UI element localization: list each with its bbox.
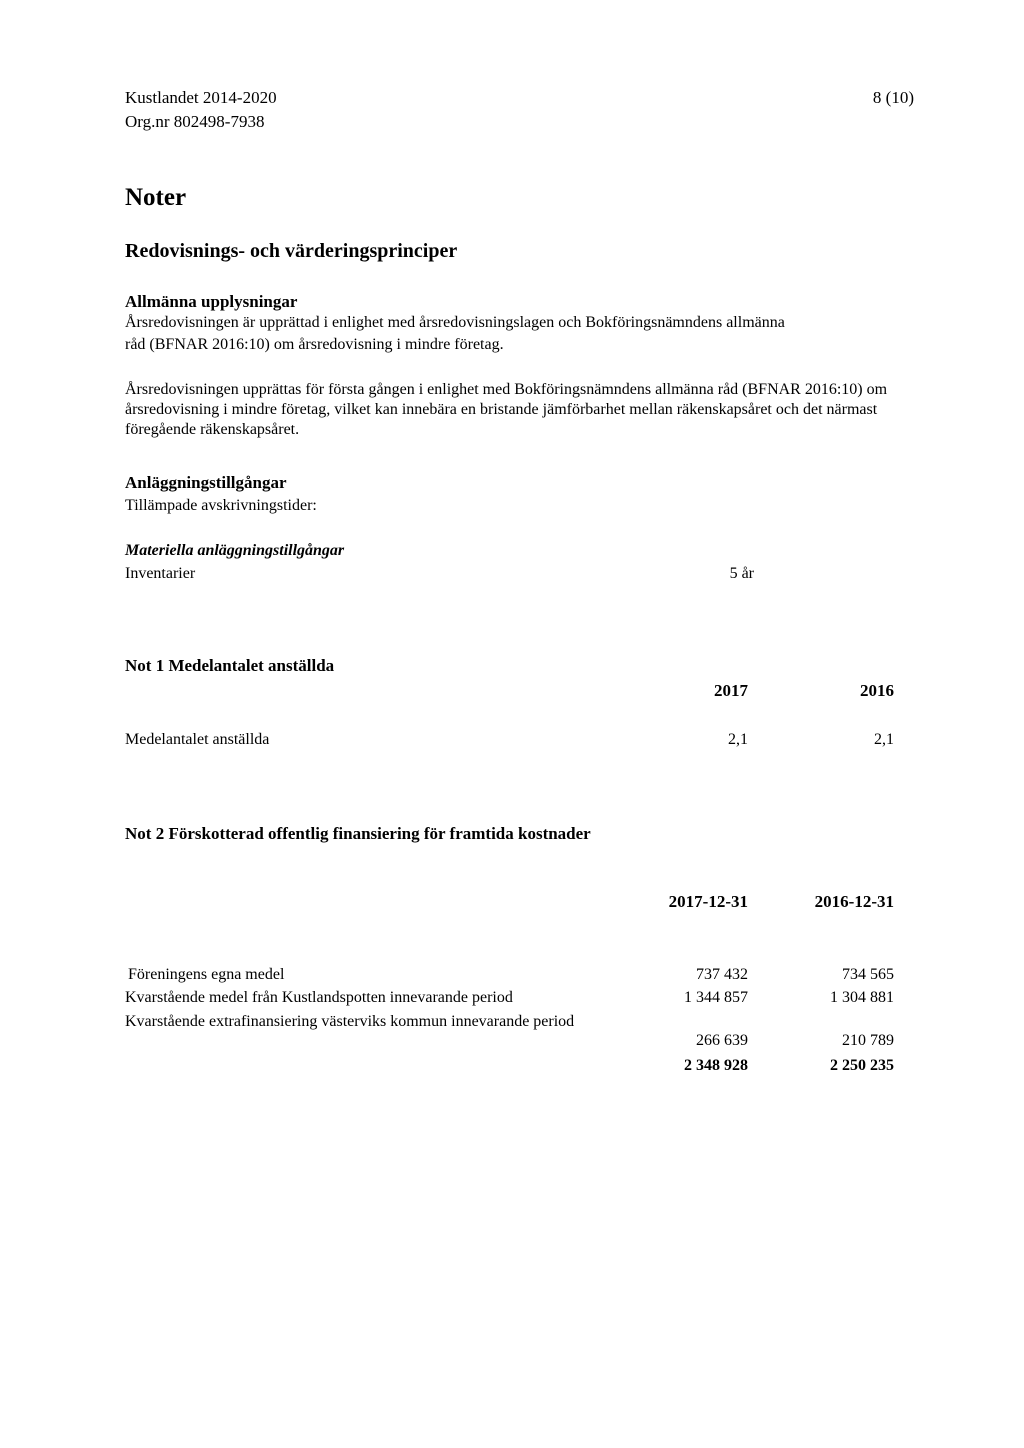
general-text-line1: Årsredovisningen är upprättad i enlighet med årsredovisningslagen och Bokföringsnämndens allmänna [125, 314, 785, 331]
tangible-assets-heading: Materiella anläggningstillgångar [125, 542, 345, 559]
note2-row-value-2017: 737 432 [696, 966, 748, 983]
first-time-paragraph: Årsredovisningen upprättas för första gången i enlighet med Bokföringsnämndens allmänna råd (BFNAR 2016:10) om årsredovisning i mindre företag, vilket kan innebära en bristande jämförbarhet mellan räkenskapsåret och det närmast föregående räkenskapsåret. [125, 381, 888, 438]
depreciation-label: Tillämpade avskrivningstider: [125, 497, 317, 514]
page-number: 8 (10) [872, 88, 914, 107]
note2-row-label: Föreningens egna medel [128, 966, 285, 983]
inventory-value: 5 år [729, 565, 754, 582]
note2-heading: Not 2 Förskotterad offentlig finansiering för framtida kostnader [125, 824, 591, 843]
note2-row-value-2016: 734 565 [842, 966, 894, 983]
note2-row-label: Kvarstående medel från Kustlandspotten innevarande period [125, 989, 513, 1006]
note2-row-label: Kvarstående extrafinansiering västerviks kommun innevarande period [125, 1013, 575, 1030]
inventory-label: Inventarier [125, 565, 196, 582]
note2-column-2016: 2016-12-31 [814, 892, 894, 911]
general-text-line2: råd (BFNAR 2016:10) om årsredovisning i mindre företag. [125, 336, 504, 353]
note1-value-2017: 2,1 [728, 731, 748, 748]
note1-row-label: Medelantalet anställda [125, 731, 270, 748]
note2-row-value-2016: 1 304 881 [830, 989, 894, 1006]
note1-value-2016: 2,1 [874, 731, 894, 748]
note2-total-2017: 2 348 928 [684, 1057, 748, 1074]
general-heading: Allmänna upplysningar [125, 292, 298, 311]
principles-heading: Redovisnings- och värderingsprinciper [125, 240, 458, 262]
note2-row-value-2016: 210 789 [842, 1032, 894, 1049]
note2-row-value-2017: 1 344 857 [684, 989, 748, 1006]
note2-column-2017: 2017-12-31 [668, 892, 748, 911]
note2-row-value-2017: 266 639 [696, 1032, 748, 1049]
org-number: Org.nr 802498-7938 [125, 112, 265, 131]
note2-total-2016: 2 250 235 [830, 1057, 894, 1074]
note1-heading: Not 1 Medelantalet anställda [125, 656, 335, 675]
note1-column-2017: 2017 [714, 681, 748, 700]
note1-column-2016: 2016 [860, 681, 894, 700]
page-title: Noter [125, 184, 187, 211]
org-name: Kustlandet 2014-2020 [125, 88, 277, 107]
assets-heading: Anläggningstillgångar [125, 473, 287, 492]
